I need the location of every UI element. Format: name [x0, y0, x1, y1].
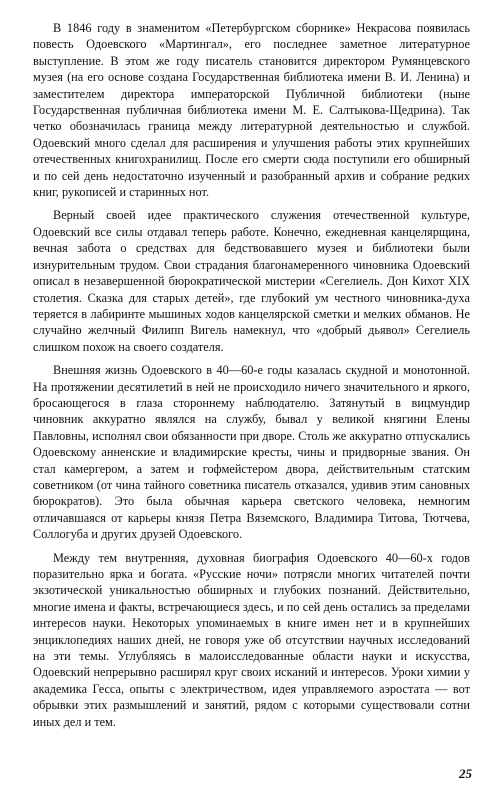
page-body [33, 20, 470, 737]
page-number: 25 [459, 766, 472, 781]
paragraph-1: В 1846 году в знаменитом «Петербургском сборнике» Некрасова появилась повесть Одоевского «Мартингал», его последнее заметное литературное выступление. В этом же году писатель становится директором Румянцевского музея (на его основе создана Государственная библиотека имени В. И. Ленина) и заместителем директора императорской Публичной библиотеки (ныне Государственная публичная библиотека имени М. Е. Салтыкова-Щедрина). Так четко обозначилась граница между литературной деятельностью и службой. Одоевский много сделал для расширения и улучшения работы этих крупнейших отечественных книгохранилищ. После его смерти сюда поступили его обширный и по сей день недостаточно изученный и разобранный архив и собрание редких книг, рукописей и старинных нот. [33, 21, 470, 200]
paragraph-3: Внешняя жизнь Одоевского в 40—60-е годы казалась скудной и монотонной. На протяжении десятилетий в ней не происходило ничего значительного и яркого, бросающегося в глаза стороннему наблюдателю. Затянутый в вицмундир чиновник аккуратно являлся на службу, бывал у великой княгини Елены Павловны, исполнял свои обязанности при дворе. Столь же аккуратно отпускались Одоевскому анненские и владимирские кресты, чины и придворные звания. Он стал камергером, а затем и гофмейстером двора, действительным статским советником (от чина тайного советника писатель отказался, удивив этим сановных бюрократов). Это была обычная карьера светского человека, немногим отличавшаяся от карьеры князя Петра Вяземского, Владимира Титова, Тютчева, Соллогуба и других друзей Одоевского. [33, 363, 470, 542]
paragraph-2: Верный своей идее практического служения отечественной культуре, Одоевский все силы отдавал теперь работе. Конечно, ежедневная канцелярщина, вечная забота о средствах для бедствовавшего музея и библиотеки были изнурительным трудом. Свои страдания благонамеренного чиновника Одоевский описал в незавершенной бюрократической мистерии «Сегелиель. Дон Кихот XIX столетия. Сказка для старых детей», где глубокий ум честного чиновника-духа теряется в лабиринте мышиных ходов канцелярской сметки и мелких обманов. Не случайно желчный Филипп Вигель намекнул, что «добрый дьявол» Сегелиель слишком похож на своего создателя. [33, 208, 470, 354]
paragraph-4: Между тем внутренняя, духовная биография Одоевского 40—60-х годов поразительно ярка и богата. «Русские ночи» потрясли многих читателей почти экзотической уникальностью обширных и глубоких познаний. Действительно, многие имена и факты, встречающиеся здесь, и по сей день остались за пределами интересов науки. Некоторых упоминаемых в книге имен нет и в крупнейших энциклопедиях наших дней, не говоря уже об отсутствии научных исследований на эти темы. Углубляясь в малоисследованные области науки и искусства, Одоевский непрерывно расширял круг своих исканий и интересов. Уроки химии у академика Гесса, опыты с электричеством, идея управляемого аэростата — вот обрывки этих размышлений и занятий, рядом с которыми существовали сотни иных дел и тем. [33, 550, 470, 729]
